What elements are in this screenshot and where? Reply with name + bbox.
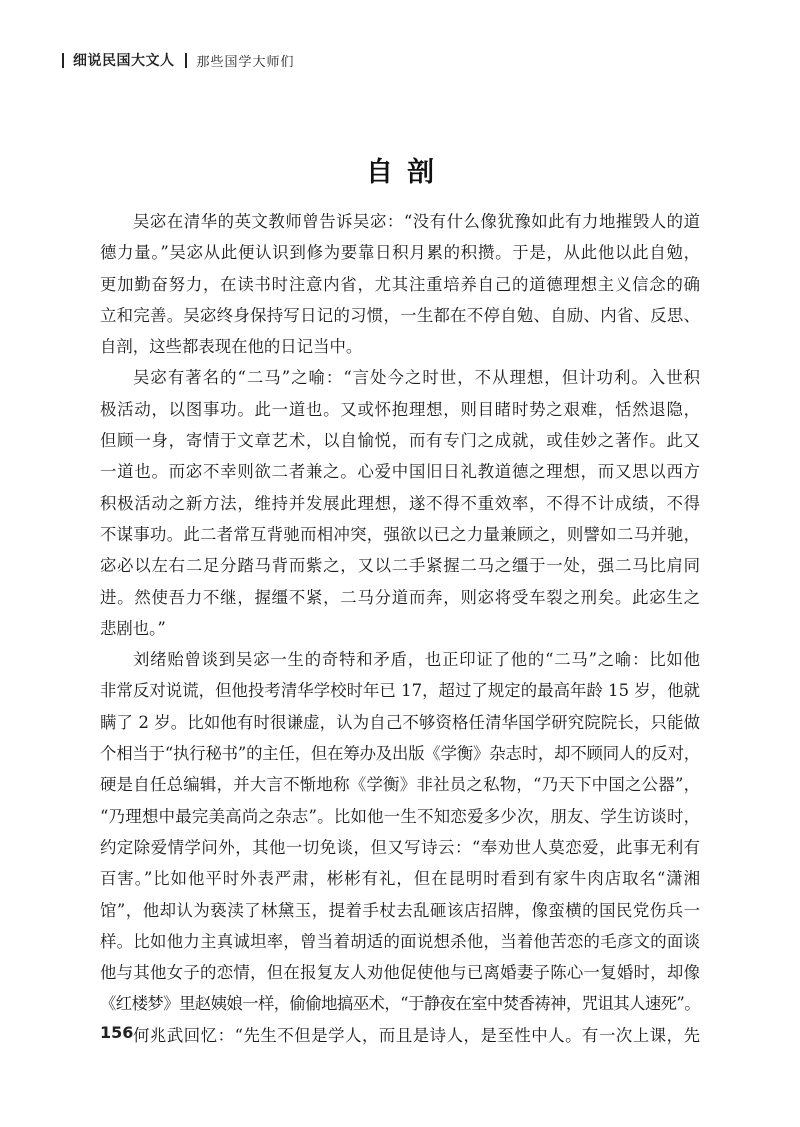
section-title: 那些国学大师们: [196, 54, 295, 70]
text-line: 百害。”比如他平时外表严肃，彬彬有礼，但在昆明时看到有家牛肉店取名“潇湘: [100, 869, 700, 889]
book-title: 细说民国大文人: [73, 53, 175, 69]
text-line: 刘绪贻曾谈到吴宓一生的奇特和矛盾，也正印证了他的“二马”之喻：比如他: [133, 650, 700, 670]
text-line: 吴宓有著名的“二马”之喻：“言处今之时世，不从理想，但计功利。入世积: [133, 368, 700, 388]
header-divider: [185, 53, 187, 68]
text-line: 立和完善。吴宓终身保持写日记的习惯，一生都在不停自勉、自励、内省、反思、: [100, 305, 700, 325]
text-line: 更加勤奋努力，在读书时注意内省，尤其注重培养自己的道德理想主义信念的确: [100, 274, 700, 294]
text-line: 约定除爱情学问外，其他一切免谈，但又写诗云：“奉劝世人莫恋爱，此事无利有: [100, 837, 700, 857]
text-line: 不谋事功。此二者常互背驰而相冲突，强欲以已之力量兼顾之，则譬如二马并驰，: [100, 524, 700, 544]
text-line: 硬是自任总编辑，并大言不惭地称《学衡》非社员之私物，“乃天下中国之公器”，: [100, 775, 700, 795]
page-number: 156: [100, 1023, 134, 1042]
text-line: 《红楼梦》里赵姨娘一样，偷偷地搞巫术，“于静夜在室中焚香祷神，咒诅其人速死”。: [100, 994, 700, 1014]
text-line: 进。然使吾力不继，握缰不紧，二马分道而奔，则宓将受车裂之刑矣。此宓生之: [100, 587, 700, 607]
text-line: 德力量。”吴宓从此便认识到修为要靠日积月累的积攒。于是，从此他以此自勉，: [100, 243, 700, 263]
text-line: 悲剧也。”: [100, 618, 166, 638]
chapter-title: 自剖: [366, 157, 448, 188]
text-line: 一道也。而宓不幸则欲二者兼之。心爱中国旧日礼教道德之理想，而又思以西方: [100, 462, 700, 482]
text-line: 极活动，以图事功。此一道也。又或怀抱理想，则目睹时势之艰难，恬然退隐，: [100, 399, 700, 419]
text-line: 瞒了 2 岁。比如他有时很谦虚，认为自己不够资格任清华国学研究院院长，只能做: [100, 712, 700, 732]
text-line: 馆”，他却认为亵渎了林黛玉，提着手杖去乱砸该店招牌，像蛮横的国民党伤兵一: [100, 900, 700, 920]
text-line: 他与其他女子的恋情，但在报复友人劝他促使他与已离婚妻子陈心一复婚时，却像: [100, 963, 700, 983]
running-header: [62, 48, 295, 72]
text-line: 个相当于“执行秘书”的主任，但在筹办及出版《学衡》杂志时，却不顾同人的反对，: [100, 744, 700, 764]
text-line: 自剖，这些都表现在他的日记当中。: [100, 337, 363, 357]
text-line: 宓必以左右二足分踏马背而紫之，又以二手紧握二马之缰于一处，强二马比肩同: [100, 556, 700, 576]
text-line: 但顾一身，寄情于文章艺术，以自愉悦，而有专门之成就，或佳妙之著作。此又: [100, 431, 700, 451]
text-line: 何兆武回忆：“先生不但是学人，而且是诗人，是至性中人。有一次上课，先: [133, 1025, 700, 1045]
text-line: 非常反对说谎，但他投考清华学校时年已 17，超过了规定的最高年龄 15 岁，他就: [100, 681, 700, 701]
header-divider: [62, 53, 64, 68]
text-line: 积极活动之新方法，维持并发展此理想，遂不得不重效率，不得不计成绩，不得: [100, 493, 700, 513]
text-line: 样。比如他力主真诚坦率，曾当着胡适的面说想杀他，当着他苦恋的毛彦文的面谈: [100, 931, 700, 951]
text-line: 吴宓在清华的英文教师曾告诉吴宓：“没有什么像犹豫如此有力地摧毁人的道: [133, 212, 700, 231]
body-text: [100, 206, 700, 1051]
text-line: “乃理想中最完美高尚之杂志”。比如他一生不知恋爱多少次，朋友、学生访谈时，: [100, 806, 700, 826]
